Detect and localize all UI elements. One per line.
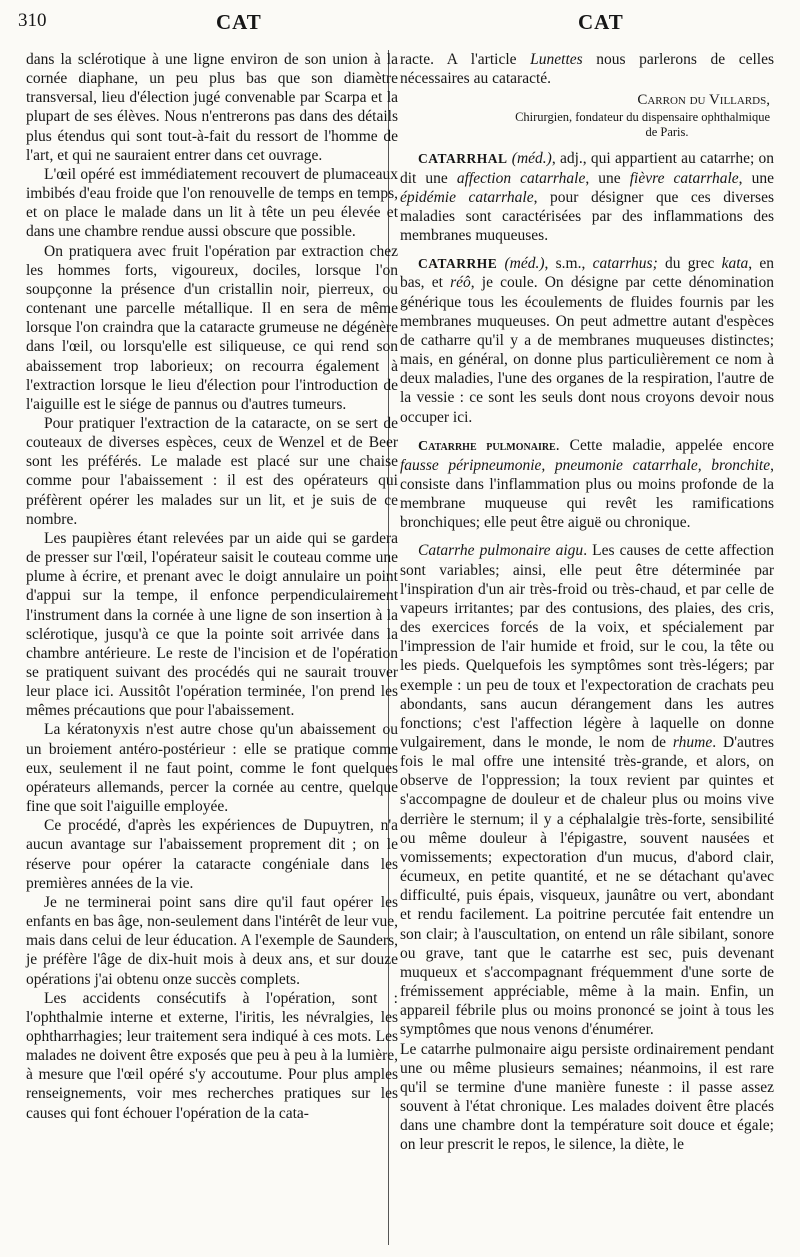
text-run: , adj., qui appartient au catarrhe; on dit une — [400, 150, 775, 187]
author-title: Chirurgien, fondateur du dispensaire ophthalmique — [515, 110, 770, 125]
italic-term: rhume — [672, 734, 713, 751]
text-run: , consiste dans l'inflammation plus ou moins profonde de la membrane muqueuse qui revêt les ramifications bronchiques; elle peut être aiguë ou chronique. — [400, 456, 774, 532]
text-run: , pour désigner que ces diverses maladies sont caractérisées par des inflammations des membranes muqueuses. — [400, 188, 774, 245]
paragraph: La kératonyxis n'est autre chose qu'un abaissement ou un broiement antéro-postérieur : elle se pratique comme eux, seulement il ne faut point, comme le font quelques opérateurs allemands, percer la cornée au centre, quelque fine que soit l'aiguille employée. — [26, 721, 398, 816]
headword: CATARRHAL — [418, 151, 508, 167]
entry-catarrhe-pulmonaire — [400, 436, 774, 533]
abbreviation: (méd.) — [504, 255, 545, 273]
section-heading: Catarrhe pulmonaire aigu — [418, 542, 584, 560]
paragraph: L'œil opéré est immédiatement recouvert de plumaceaux imbibés d'eau froide que l'on renouvelle de temps en temps, et on place le malade dans un lit à tête un peu élevée et dans une chambre rendue aussi obscure que possible. — [26, 165, 398, 241]
paragraph: Les accidents consécutifs à l'opération, sont : l'ophthalmie interne et externe, l'iritis, les névralgies, les ophtharrhagies; leur traitement sera indiqué à ces mots. Les malades ne doivent être exposés que peu à peu à la lumière, à mesure que l'œil opéré s'y accoutume. Pour plus amples renseignements, voir mes recherches pratiques sur les causes qui font échouer l'opération de la cata- — [26, 989, 398, 1122]
running-head-left: CAT — [216, 10, 262, 34]
headword: CATARRHE — [418, 256, 498, 272]
page-number: 310 — [18, 10, 47, 31]
paragraph: Je ne terminerai point sans dire qu'il faut opérer les enfants en bas âge, non-seulement dans l'intérêt de leur vue, mais dans celui de leur éducation. A l'exemple de Saunders, je préfère l'âge de dix-huit mois à deux ans, et sur douze opérations j'ai obtenu onze succès complets. — [26, 893, 398, 988]
text-run: , une — [585, 169, 630, 187]
paragraph: Pour pratiquer l'extraction de la cataracte, on se sert de couteaux de diverses espèces, ceux de Wenzel et de Beer sont les préférés. Le malade est placé sur une chaise comme pour l'abaissement : il est des opérateurs qui préfèrent opérer les malades sur un lit, et je suis de ce nombre. — [26, 414, 398, 528]
right-column — [400, 50, 774, 1154]
text-run: . Cette maladie, appelée encore — [555, 436, 774, 454]
italic-term: réô — [450, 274, 471, 292]
italic-term: fausse péripneumonie, pneumonie catarrhale, bronchite — [400, 456, 771, 474]
left-column — [26, 50, 398, 1123]
text-run: , une — [738, 169, 774, 187]
text-run: . D'autres fois le mal offre une intensité très-grande, et alors, on observe de l'oppression; la toux revient par quintes et s'accompagne de douleur et de chaleur plus ou moins vive derrière le sternum; il y a céphalalgie très-forte, sensibilité ou même douleur à l'épigastre, souvent nausées et vomissements; expectoration d'un mucus, d'abord clair, écumeux, en petite quantité, et ne se détachant qu'avec difficulté, puis épais, visqueux, jaunâtre ou vert, abondant et rendu facilement. La poitrine percutée fait entendre un son clair; à l'auscultation, on entend un râle sibilant, sonore ou grave, tant que le catarrhe est sec, puis devenant muqueux et s'accompagnant fréquemment d'une sorte de frémissement appréciable, même à la main. Enfin, un appareil fébrile plus ou moins prononcé se joint à tous les symptômes que nous venons d'énumérer. — [400, 734, 774, 1039]
entry-catarrhe-aigu — [400, 541, 774, 1039]
italic-term: Lunettes — [530, 51, 583, 68]
entry-catarrhe — [400, 254, 774, 426]
text-run: , en bas, et — [400, 255, 775, 292]
italic-term: catarrhus; — [592, 255, 665, 273]
paragraph: Les paupières étant relevées par un aide qui se gardera de presser sur l'œil, l'opérateur saisit le couteau comme une plume à écrire, et prenant avec le doigt annulaire un point d'appui sur la tempe, il enfonce perpendiculairement l'instrument dans la cornée à une ligne de son insertion à la sclérotique, jusqu'à ce que la pointe soit arrivée dans la chambre antérieure. Le reste de l'incision et de l'opération se pratiquent suivant des procédés qui ne saurait trouver leur place ici. Aussitôt l'opération terminée, l'on prend les mêmes précautions que pour l'abaissement. — [26, 529, 398, 720]
author-title-line-2: de Paris. — [645, 125, 689, 140]
text-run: nous parlerons de celles nécessaires au cataracté. — [400, 51, 774, 88]
text-run: racte. A l'article — [400, 51, 531, 68]
paragraph: dans la sclérotique à une ligne environ de son union à la cornée diaphane, un peu plus bas que son diamètre transversal, lieu d'élection jugé convenable par Scarpa et la plupart de ses élèves. Nous n'entrerons pas dans des détails plus étendus qui sont tout-à-fait du ressort de l'homme de l'art, et qui ne sauraient entrer dans cet ouvrage. — [26, 51, 398, 164]
italic-term: épidémie catarrhale — [400, 188, 534, 206]
entry-catarrhal — [400, 149, 774, 245]
paragraph-continuation — [400, 50, 774, 88]
running-head-right: CAT — [578, 10, 624, 34]
text-run: . Les causes de cette affection sont variables; ainsi, elle peut être déterminée par l'inspiration d'un air très-froid ou très-chaud, et par celle de vapeurs irritantes; par des contusions, des plaies, des cris, des exercices forcés de la voix, et spécialement par l'impression de l'air humide et froid, sur le cou, la tête ou les pieds. Quelquefois les symptômes sont très-légers; par exemple : un peu de toux et l'expectoration de crachats peu abondants, sans aucun dérangement dans les autres fonctions; c'est l'affection légère à laquelle on donne vulgairement, dans le monde, le nom de — [400, 542, 774, 751]
author-signature: Carron du Villards, — [637, 92, 770, 109]
paragraph: On pratiquera avec fruit l'opération par extraction chez les hommes forts, vigoureux, dociles, lorsque l'on soupçonne la présence d'un cristallin noir, pierreux, ou contenant une parcelle métallique. Il en sera de même lorsque l'on craindra que la cataracte grumeuse ne dégénère dans l'œil, ou lorsqu'elle est siliqueuse, ce qui rend son abaissement trop laborieux; on recourra également à l'extraction lorsque le lieu d'élection pour l'introduction de l'aiguille est le siége de pannus ou d'autres tumeurs. — [26, 242, 398, 413]
text-run: , s.m., — [544, 255, 593, 273]
abbreviation: (méd.) — [511, 150, 552, 168]
subheadword: Catarrhe pulmonaire — [418, 438, 556, 454]
italic-term: fièvre catarrhale — [629, 169, 739, 187]
italic-term: affection catarrhale — [456, 169, 586, 187]
text-run: du grec — [664, 255, 722, 273]
page-header — [18, 10, 778, 44]
paragraph: Ce procédé, d'après les expériences de Dupuytren, n'a aucun avantage sur l'abaissement proprement dit ; on le réserve pour opérer la cataracte congéniale dans les premières années de la vie. — [26, 817, 398, 892]
italic-term: kata — [721, 255, 749, 273]
paragraph: Le catarrhe pulmonaire aigu persiste ordinairement pendant une ou même plusieurs semaines; néanmoins, il est rare qu'il se termine d'une manière funeste : il passe assez souvent à l'état chronique. Les malades doivent être placés dans une chambre dont la température soit douce et égale; on leur prescrit le repos, le silence, la diète, le — [400, 1040, 774, 1154]
text-run: , je coule. On désigne par cette dénomination générique tous les écoulements de fluides fournis par les membranes muqueuses. On peut admettre autant d'espèces de catharre qu'il y a de membranes muqueuses distinctes; mais, en général, on donne plus particulièrement ce nom à deux maladies, l'une des organes de la respiration, l'autre de la vessie : ce sont les seuls dont nous croyons devoir nous occuper ici. — [400, 274, 774, 426]
